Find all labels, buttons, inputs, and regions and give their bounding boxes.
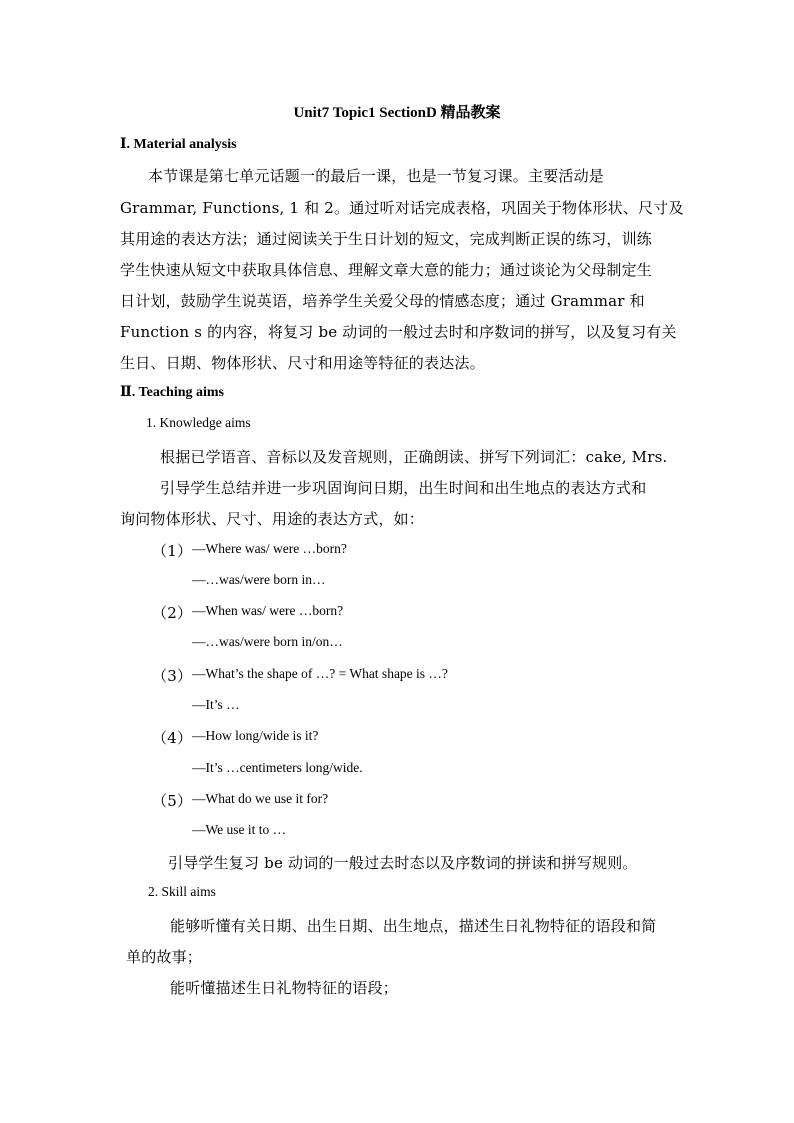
section-heading-material-analysis: Ⅰ. Material analysis — [120, 137, 237, 152]
dialogue-answer: —…was/were born in… — [192, 572, 326, 587]
paragraph-line: Grammar, Functions, 1 和 2。通过听对话完成表格，巩固关于物体形状、尺寸及 — [120, 199, 684, 217]
paragraph-line: 引导学生复习 be 动词的一般过去时态以及序数词的拼读和拼写规则。 — [168, 854, 638, 872]
paragraph-line: 其用途的表达方法；通过阅读关于生日计划的短文，完成判断正误的练习，训练 — [120, 230, 653, 248]
paragraph-line: 能够听懂有关日期、出生日期、出生地点，描述生日礼物特征的语段和简 — [170, 917, 657, 935]
dialogue-question: —What’s the shape of …? = What shape is …? — [192, 666, 448, 681]
subheading-knowledge-aims: 1. Knowledge aims — [146, 415, 251, 430]
dialogue-answer: —It’s …centimeters long/wide. — [192, 760, 363, 775]
dialogue-question: —How long/wide is it? — [192, 728, 319, 743]
dialogue-answer: —We use it to … — [192, 822, 287, 837]
dialogue-question: —Where was/ were …born? — [192, 541, 347, 556]
paragraph-line: Function s 的内容，将复习 be 动词的一般过去时和序数词的拼写，以及复习有关 — [120, 323, 677, 341]
section-heading-teaching-aims: Ⅱ. Teaching aims — [120, 385, 224, 400]
subheading-skill-aims: 2. Skill aims — [148, 884, 216, 899]
list-item-number: （5） — [152, 792, 193, 810]
list-item-number: （4） — [152, 729, 193, 747]
dialogue-answer: —…was/were born in/on… — [192, 634, 343, 649]
paragraph-line: 单的故事； — [126, 948, 203, 966]
paragraph-line: 日计划，鼓励学生说英语，培养学生关爱父母的情感态度；通过 Grammar 和 — [120, 292, 645, 310]
paragraph-line: 能听懂描述生日礼物特征的语段； — [170, 979, 399, 997]
paragraph-line: 引导学生总结并进一步巩固询问日期，出生时间和出生地点的表达方式和 — [160, 479, 647, 497]
paragraph-line: 本节课是第七单元话题一的最后一课，也是一节复习课。主要活动是 — [148, 167, 605, 185]
page-title: Unit7 Topic1 SectionD 精品教案 — [293, 105, 501, 121]
dialogue-question: —When was/ were …born? — [192, 603, 344, 618]
paragraph-line: 根据已学语音、音标以及发音规则，正确朗读、拼写下列词汇：cake, Mrs. — [160, 448, 668, 466]
paragraph-line: 询问物体形状、尺寸、用途的表达方式，如： — [120, 510, 425, 528]
dialogue-answer: —It’s … — [192, 697, 240, 712]
list-item-number: （3） — [152, 667, 193, 685]
list-item-number: （2） — [152, 604, 193, 622]
list-item-number: （1） — [152, 542, 193, 560]
paragraph-line: 生日、日期、物体形状、尺寸和用途等特征的表达法。 — [120, 354, 485, 372]
paragraph-line: 学生快速从短文中获取具体信息、理解文章大意的能力；通过谈论为父母制定生 — [120, 261, 653, 279]
dialogue-question: —What do we use it for? — [192, 791, 329, 806]
